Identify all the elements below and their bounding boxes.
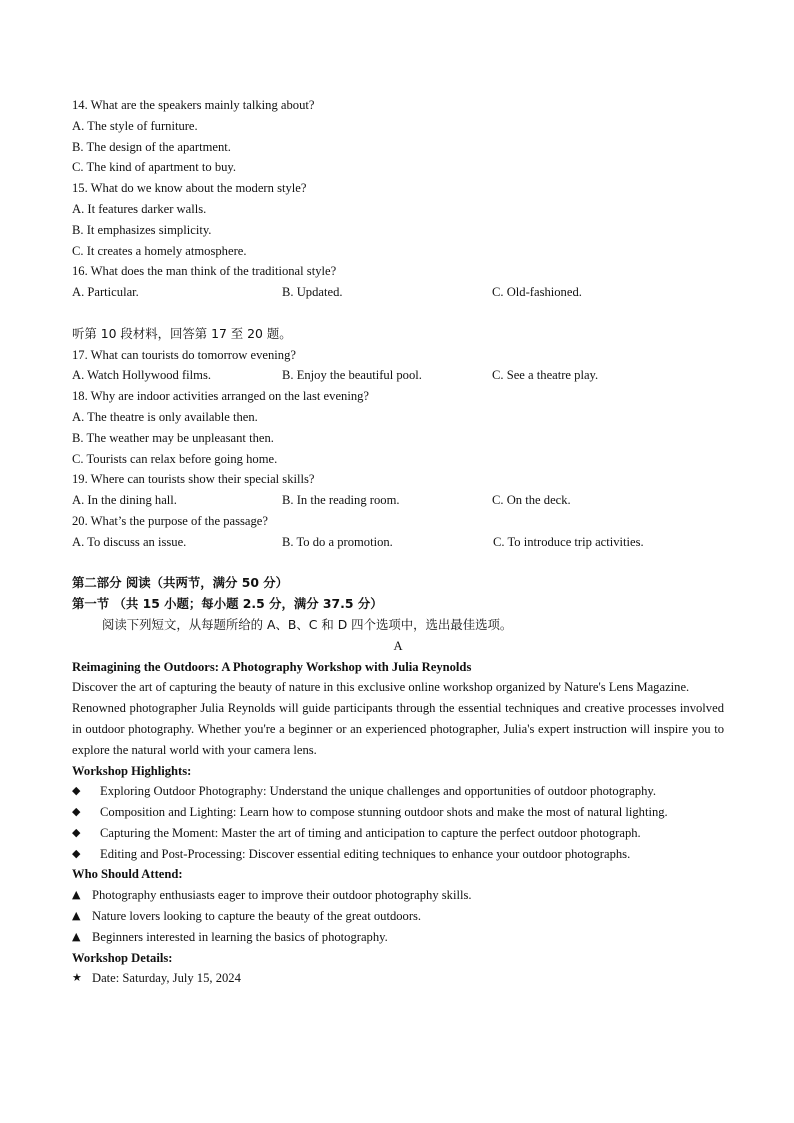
- attend-item: [72, 927, 724, 948]
- question-17-option-a: A. Watch Hollywood films.: [72, 368, 212, 383]
- question-19-option-a: A. In the dining hall.: [72, 493, 177, 508]
- question-15-stem: 15. What do we know about the modern style?: [72, 181, 307, 196]
- question-17-stem: 17. What can tourists do tomorrow evening?: [72, 347, 296, 362]
- question-19-stem: 19. Where can tourists show their special skills?: [72, 472, 315, 487]
- question-14-option-a: A. The style of furniture.: [72, 118, 198, 133]
- highlight-text: Exploring Outdoor Photography: Understand the unique challenges and opportunities of outdoor photography.: [100, 784, 657, 799]
- question-17-option-b: B. Enjoy the beautiful pool.: [282, 368, 422, 383]
- highlight-text: Editing and Post-Processing: Discover essential editing techniques to enhance your outdoor photographs.: [100, 846, 631, 861]
- question-14-option-c: C. The kind of apartment to buy.: [72, 160, 237, 175]
- question-16-option-a: A. Particular.: [72, 285, 139, 300]
- question-16-options: [72, 282, 724, 303]
- diamond-bullet-icon: ◆: [72, 784, 81, 798]
- question-15-option-c: C. It creates a homely atmosphere.: [72, 243, 247, 258]
- reading-section-title: 第一节 （共 15 小题；每小题 2.5 分，满分 37.5 分）: [72, 596, 383, 612]
- question-19-options: [72, 490, 724, 511]
- star-bullet-icon: ★: [72, 971, 82, 985]
- details-heading: Workshop Details:: [72, 950, 173, 965]
- passage-title: Reimagining the Outdoors: A Photography Workshop with Julia Reynolds: [72, 659, 472, 674]
- question-17-options: [72, 365, 724, 386]
- triangle-bullet-icon: ▲: [72, 929, 81, 943]
- attend-text: Photography enthusiasts eager to improve their outdoor photography skills.: [92, 888, 472, 903]
- triangle-bullet-icon: ▲: [72, 888, 81, 902]
- question-16-option-b: B. Updated.: [282, 285, 343, 300]
- passage-intro-1: Discover the art of capturing the beauty of nature in this exclusive online workshop organized by Nature's Lens Magazine.: [72, 680, 690, 695]
- question-19-option-c: C. On the deck.: [492, 493, 571, 508]
- reading-instruction: 阅读下列短文，从每题所给的 A、B、C 和 D 四个选项中，选出最佳选项。: [102, 616, 513, 632]
- highlight-item: [72, 823, 724, 844]
- passage-intro-2: Renowned photographer Julia Reynolds will guide participants through the essential techniques and creative processes involved in outdoor photography. Whether you're a beginner or an experienced photographer, Julia's expert instruction will inspire you to explore the natural world with your camera lens.: [72, 701, 724, 757]
- question-20-options: [72, 532, 724, 553]
- diamond-bullet-icon: ◆: [72, 846, 81, 860]
- question-15-option-a: A. It features darker walls.: [72, 201, 207, 216]
- highlight-item: [72, 802, 724, 823]
- passage-letter: A: [393, 638, 403, 653]
- question-18-option-b: B. The weather may be unpleasant then.: [72, 430, 274, 445]
- question-14-option-b: B. The design of the apartment.: [72, 139, 231, 154]
- attend-text: Beginners interested in learning the basics of photography.: [92, 929, 388, 944]
- question-20-stem: 20. What’s the purpose of the passage?: [72, 513, 268, 528]
- highlights-heading: Workshop Highlights:: [72, 763, 192, 778]
- details-item: [72, 968, 724, 989]
- diamond-bullet-icon: ◆: [72, 825, 81, 839]
- question-16-stem: 16. What does the man think of the traditional style?: [72, 264, 337, 279]
- highlight-item: [72, 781, 724, 802]
- attend-item: [72, 885, 724, 906]
- question-15-option-b: B. It emphasizes simplicity.: [72, 222, 212, 237]
- question-14-stem: 14. What are the speakers mainly talking about?: [72, 98, 315, 112]
- question-19-option-b: B. In the reading room.: [282, 493, 400, 508]
- section-10-instruction: 听第 10 段材料，回答第 17 至 20 题。: [72, 325, 292, 341]
- question-18-option-c: C. Tourists can relax before going home.: [72, 451, 278, 466]
- diamond-bullet-icon: ◆: [72, 805, 81, 819]
- workshop-date: Date: Saturday, July 15, 2024: [92, 971, 241, 986]
- highlight-item: [72, 844, 724, 865]
- exam-page: [72, 95, 724, 989]
- question-20-option-b: B. To do a promotion.: [282, 534, 393, 549]
- reading-part-title: 第二部分 阅读（共两节，满分 50 分）: [72, 575, 289, 591]
- attend-item: [72, 906, 724, 927]
- question-17-option-c: C. See a theatre play.: [492, 368, 599, 383]
- question-16-option-c: C. Old-fashioned.: [492, 285, 582, 300]
- highlight-text: Composition and Lighting: Learn how to compose stunning outdoor shots and make the most of natural lighting.: [100, 805, 668, 820]
- attend-text: Nature lovers looking to capture the beauty of the great outdoors.: [92, 909, 422, 924]
- question-18-option-a: A. The theatre is only available then.: [72, 409, 258, 424]
- question-20-option-c: C. To introduce trip activities.: [493, 534, 644, 549]
- attend-heading: Who Should Attend:: [72, 867, 183, 882]
- highlight-text: Capturing the Moment: Master the art of timing and anticipation to capture the perfect outdoor photograph.: [100, 825, 641, 840]
- triangle-bullet-icon: ▲: [72, 909, 81, 923]
- question-20-option-a: A. To discuss an issue.: [72, 534, 187, 549]
- question-18-stem: 18. Why are indoor activities arranged on the last evening?: [72, 389, 370, 404]
